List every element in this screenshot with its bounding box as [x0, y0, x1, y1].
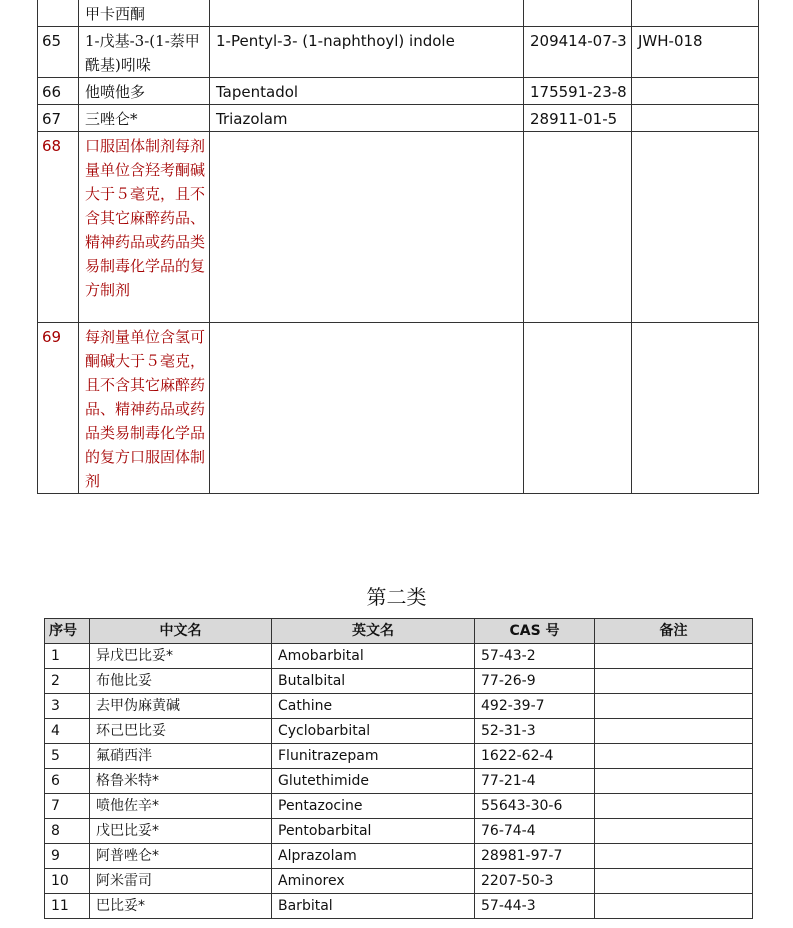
cas-number: [524, 0, 632, 27]
class-one-body: [38, 0, 759, 494]
class-two-header: [45, 619, 753, 644]
chinese-name: 三唑仑*: [79, 105, 210, 132]
note: [632, 323, 759, 494]
table-row: [45, 719, 753, 744]
table-row-highlighted: [38, 132, 759, 323]
english-name: Alprazolam: [272, 844, 475, 869]
row-number: 6: [45, 769, 90, 794]
table-row: [45, 644, 753, 669]
row-number: 68: [38, 132, 79, 323]
chinese-name: 氟硝西泮: [90, 744, 272, 769]
english-name: Flunitrazepam: [272, 744, 475, 769]
table-row: [45, 894, 753, 919]
chinese-name: 格鲁米特*: [90, 769, 272, 794]
row-number: [38, 0, 79, 27]
table-row: [38, 0, 759, 27]
cas-number: 28911-01-5: [524, 105, 632, 132]
cas-number: 57-43-2: [475, 644, 595, 669]
row-number: 10: [45, 869, 90, 894]
english-name: Pentazocine: [272, 794, 475, 819]
cas-number: 1622-62-4: [475, 744, 595, 769]
chinese-name: 布他比妥: [90, 669, 272, 694]
class-one-table: [37, 0, 759, 494]
table-row: [45, 819, 753, 844]
row-number: 9: [45, 844, 90, 869]
row-number: 1: [45, 644, 90, 669]
row-number: 11: [45, 894, 90, 919]
table-row: [45, 794, 753, 819]
chinese-name: 异戊巴比妥*: [90, 644, 272, 669]
note: JWH-018: [632, 27, 759, 78]
chinese-name: 每剂量单位含氢可酮碱大于５毫克，且不含其它麻醉药品、精神药品或药品类易制毒化学品的复方口服固体制剂: [79, 323, 210, 494]
cas-number: 77-26-9: [475, 669, 595, 694]
note: [595, 644, 753, 669]
cas-number: 57-44-3: [475, 894, 595, 919]
row-number: 3: [45, 694, 90, 719]
english-name: Amobarbital: [272, 644, 475, 669]
cas-number: 28981-97-7: [475, 844, 595, 869]
note: [595, 694, 753, 719]
note: [595, 719, 753, 744]
chinese-name: 阿米雷司: [90, 869, 272, 894]
note: [595, 794, 753, 819]
cas-number: 77-21-4: [475, 769, 595, 794]
note: [595, 744, 753, 769]
row-number: 8: [45, 819, 90, 844]
table-row: [38, 105, 759, 132]
english-name: Butalbital: [272, 669, 475, 694]
row-number: 7: [45, 794, 90, 819]
english-name: Triazolam: [210, 105, 524, 132]
english-name: Cyclobarbital: [272, 719, 475, 744]
note: [595, 844, 753, 869]
english-name: Glutethimide: [272, 769, 475, 794]
cas-number: 492-39-7: [475, 694, 595, 719]
table-row: [38, 27, 759, 78]
note: [595, 669, 753, 694]
header-note: 备注: [595, 619, 753, 644]
table-row: [45, 669, 753, 694]
chinese-name: 口服固体制剂每剂量单位含羟考酮碱大于５毫克，且不含其它麻醉药品、精神药品或药品类易制毒化学品的复方制剂: [79, 132, 210, 323]
cas-number: 52-31-3: [475, 719, 595, 744]
table-row: [45, 694, 753, 719]
section-heading: 第二类: [366, 585, 427, 609]
row-number: 67: [38, 105, 79, 132]
note: [595, 869, 753, 894]
row-number: 5: [45, 744, 90, 769]
note: [595, 819, 753, 844]
header-english-name: 英文名: [272, 619, 475, 644]
chinese-name: 他喷他多: [79, 78, 210, 105]
english-name: Cathine: [272, 694, 475, 719]
table-row: [45, 844, 753, 869]
note: [595, 894, 753, 919]
class-two-table: [44, 618, 753, 919]
row-number: 2: [45, 669, 90, 694]
chinese-name: 喷他佐辛*: [90, 794, 272, 819]
row-number: 65: [38, 27, 79, 78]
row-number: 69: [38, 323, 79, 494]
header-cas-number: CAS 号: [475, 619, 595, 644]
english-name: [210, 132, 524, 323]
chinese-name: 环己巴比妥: [90, 719, 272, 744]
english-name: 1-Pentyl-3- (1-naphthoyl) indole: [210, 27, 524, 78]
cas-number: 76-74-4: [475, 819, 595, 844]
cas-number: 2207-50-3: [475, 869, 595, 894]
chinese-name: 巴比妥*: [90, 894, 272, 919]
row-number: 4: [45, 719, 90, 744]
table-row: [45, 869, 753, 894]
english-name: [210, 323, 524, 494]
cas-number: [524, 132, 632, 323]
row-number: 66: [38, 78, 79, 105]
table-row: [45, 744, 753, 769]
chinese-name: 去甲伪麻黄碱: [90, 694, 272, 719]
header-chinese-name: 中文名: [90, 619, 272, 644]
cas-number: 55643-30-6: [475, 794, 595, 819]
header-number: 序号: [45, 619, 90, 644]
english-name: Aminorex: [272, 869, 475, 894]
note: [632, 132, 759, 323]
chinese-name: 戊巴比妥*: [90, 819, 272, 844]
chinese-name: 甲卡西酮: [79, 0, 210, 27]
cas-number: 209414-07-3: [524, 27, 632, 78]
class-two-body: [45, 644, 753, 919]
english-name: [210, 0, 524, 27]
english-name: Barbital: [272, 894, 475, 919]
table-row-highlighted: [38, 323, 759, 494]
header-row: [45, 619, 753, 644]
cas-number: [524, 323, 632, 494]
table-row: [45, 769, 753, 794]
english-name: Pentobarbital: [272, 819, 475, 844]
note: [632, 78, 759, 105]
note: [632, 105, 759, 132]
english-name: Tapentadol: [210, 78, 524, 105]
cas-number: 175591-23-8: [524, 78, 632, 105]
note: [632, 0, 759, 27]
chinese-name: 1-戊基-3-(1-萘甲酰基)吲哚: [79, 27, 210, 78]
note: [595, 769, 753, 794]
chinese-name: 阿普唑仑*: [90, 844, 272, 869]
table-row: [38, 78, 759, 105]
